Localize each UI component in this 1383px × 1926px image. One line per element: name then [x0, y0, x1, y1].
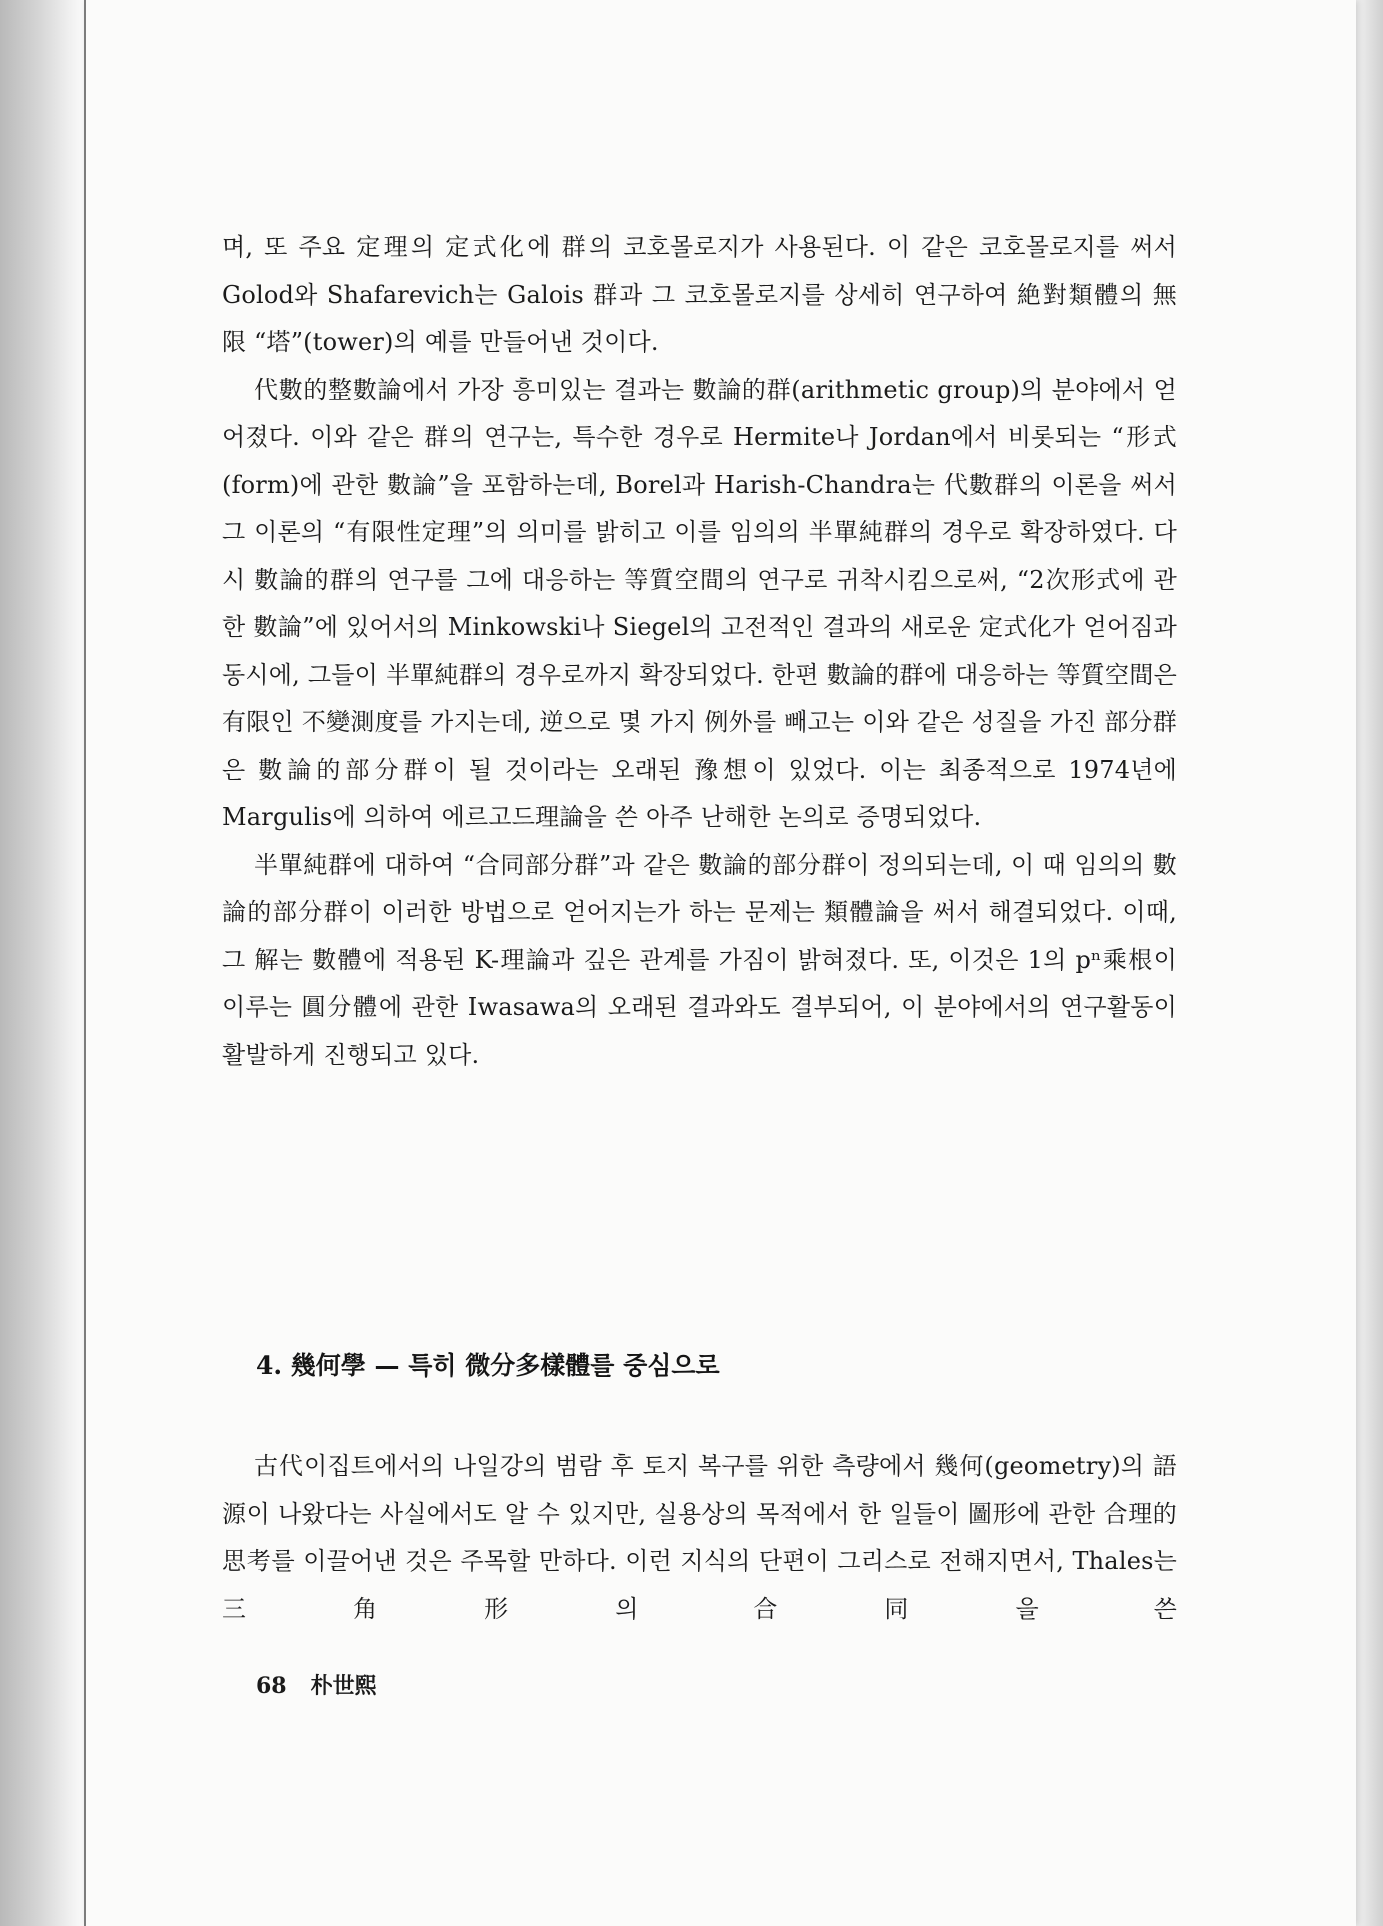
page-footer	[256, 1670, 401, 1702]
paragraph-arithmetic-groups: 代數的整數論에서 가장 흥미있는 결과는 數論的群(arithmetic group)의 분야에서 얻어졌다. 이와 같은 群의 연구는, 특수한 경우로 Hermite나 Jordan에서 비롯되는 “形式(form)에 관한 數論”을 포함하는데, Borel과 Harish-Chandra는 代數群의 이론을 써서 그 이론의 “有限性定理”의 의미를 밝히고 이를 임의의 半單純群의 경우로 확장하였다. 다시 數論的群의 연구를 그에 대응하는 等質空間의 연구로 귀착시킴으로써, “2次形式에 관한 數論”에 있어서의 Minkowski나 Siegel의 고전적인 결과의 새로운 定式化가 얻어짐과 동시에, 그들이 半單純群의 경우로까지 확장되었다. 한편 數論的群에 대응하는 等質空間은 有限인 不變測度를 가지는데, 逆으로 몇 가지 例外를 빼고는 이와 같은 성질을 가진 部分群은 數論的部分群이 될 것이라는 오래된 豫想이 있었다. 이는 최종적으로 1974년에 Margulis에 의하여 에르고드理論을 쓴 아주 난해한 논의로 증명되었다.	[222, 375, 1177, 831]
section-heading: 4. 幾何學 — 특히 微分多樣體를 중심으로	[256, 1351, 720, 1380]
section-body	[222, 1443, 1177, 1633]
book-spine-shadow	[0, 0, 90, 1926]
author-name: 朴世熙	[310, 1673, 377, 1699]
body-text	[222, 224, 1177, 1079]
paragraph-congruence-subgroups: 半單純群에 대하여 “合同部分群”과 같은 數論的部分群이 정의되는데, 이 때 임의의 數論的部分群이 이러한 방법으로 얻어지는가 하는 문제는 類體論을 써서 해결되었다. 이때, 그 解는 數體에 적용된 K-理論과 깊은 관계를 가짐이 밝혀졌다. 또, 이것은 1의 pⁿ乘根이 이루는 圓分體에 관한 Iwasawa의 오래된 결과와도 결부되어, 이 분야에서의 연구활동이 활발하게 진행되고 있다.	[222, 850, 1177, 1069]
paragraph-geometry-origin: 古代이집트에서의 나일강의 범람 후 토지 복구를 위한 측량에서 幾何(geometry)의 語源이 나왔다는 사실에서도 알 수 있지만, 실용상의 목적에서 한 일들이 圖形에 관한 合理的 思考를 이끌어낸 것은 주목할 만하다. 이런 지식의 단편이 그리스로 전해지면서, Thales는 三角形의 合同을 쓴	[222, 1452, 1177, 1623]
paragraph-continuation: 며, 또 주요 定理의 定式化에 群의 코호몰로지가 사용된다. 이 같은 코호몰로지를 써서 Golod와 Shafarevich는 Galois 群과 그 코호몰로지를 상세히 연구하여 絶對類體의 無限 “塔”(tower)의 예를 만들어낸 것이다.	[222, 233, 1177, 356]
page-number: 68	[256, 1673, 287, 1699]
